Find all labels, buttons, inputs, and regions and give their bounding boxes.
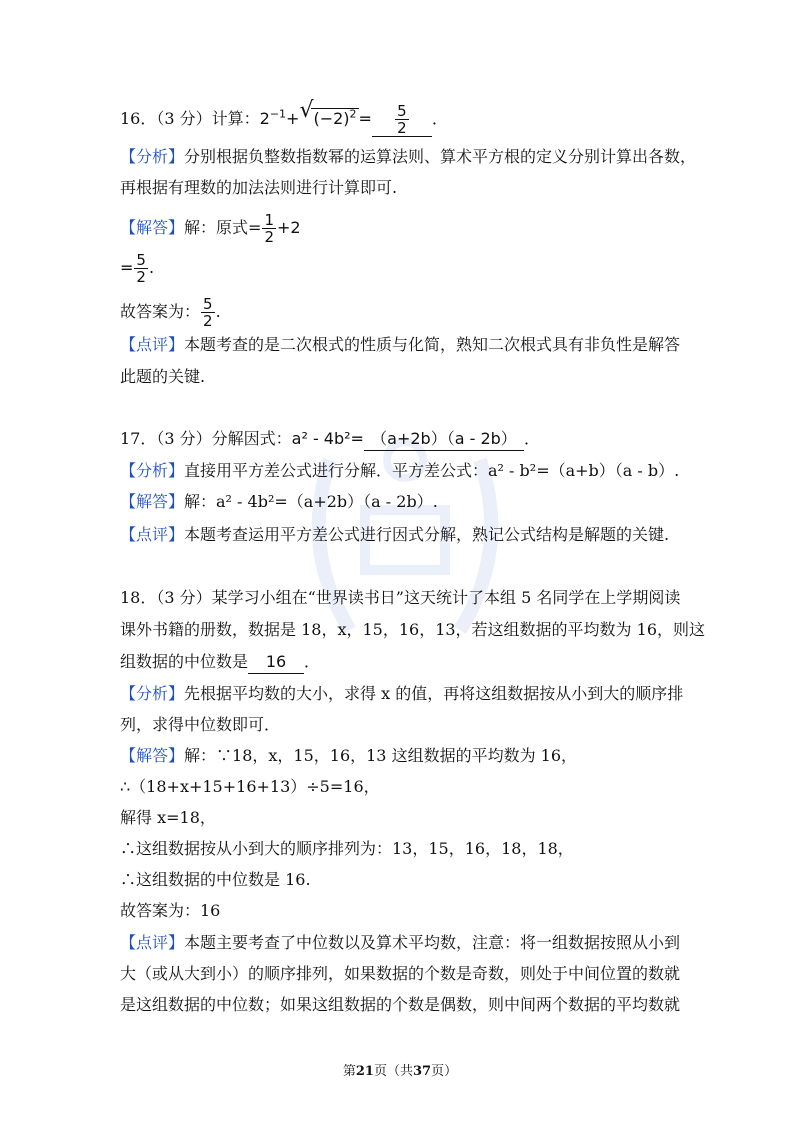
q17-analysis	[120, 460, 679, 482]
q16-base: 2	[259, 109, 270, 128]
q18-answer: 故答案为：16	[120, 901, 221, 920]
q16-plus: +	[286, 109, 300, 128]
q18-line-3	[120, 651, 320, 674]
q16-sqrt: √ $(-2)^2$	[299, 97, 357, 128]
q16-solution-tag: 【解答】	[120, 218, 185, 237]
q16-solution-prefix: 解：原式=	[184, 218, 262, 237]
q18-comment-3: 是这组数据的中位数；如果这组数据的个数是偶数，则中间两个数据的平均数就	[120, 995, 681, 1014]
q18-solution-4: ∴这组数据按从小到大的顺序排列为：13，15，16，18，18，	[120, 839, 574, 858]
q16-sol-suffix: +2	[276, 218, 301, 237]
q16-sol2-den: 2	[136, 268, 146, 286]
q17-number: 17．（3 分）分解因式：	[120, 429, 292, 448]
q16-answer-blank	[372, 103, 432, 137]
q18-solution-tag: 【解答】	[120, 746, 185, 765]
page-footer	[0, 1060, 800, 1079]
footer-suffix: 页）	[431, 1064, 458, 1079]
q16-ans-num: 5	[397, 102, 407, 120]
q18-comment-1	[120, 932, 680, 954]
q16-solution-1	[120, 212, 301, 245]
q18-comment-2: 大（或从大到小）的顺序排列，如果数据的个数是奇数，则处于中间位置的数就	[120, 964, 681, 983]
q18-analysis-text-1: 先根据平均数的大小，求得 x 的值，再将这组数据按从小到大的顺序排	[184, 684, 684, 703]
q17-comment-tag: 【点评】	[120, 525, 185, 544]
q16-question	[120, 97, 448, 137]
footer-middle: 页（共	[373, 1064, 413, 1079]
q18-analysis-tag: 【分析】	[120, 684, 185, 703]
q18-solution-2: ∴（18+x+15+16+13）÷5=16，	[120, 777, 380, 796]
q18-line-3-prefix: 组数据的中位数是	[120, 652, 249, 671]
q16-exp: −1	[269, 107, 287, 121]
q16-sol2-prefix: =	[120, 258, 134, 277]
q17-answer-blank: （a+2b）（a - 2b）	[364, 428, 524, 451]
q18-solution-3: 解得 x=18，	[120, 808, 216, 827]
q16-comment-tag: 【点评】	[120, 335, 185, 354]
q16-sqrt-body: (−2)	[313, 109, 350, 128]
q17-expr: a² - 4b²=	[291, 429, 364, 448]
q16-solution-2	[120, 252, 154, 285]
q17-end: ．	[523, 429, 540, 448]
q16-eq: =	[358, 109, 372, 128]
q18-line-3-suffix: ．	[304, 652, 321, 671]
q16-sol-num: 1	[264, 211, 274, 229]
q16-answer-den: 2	[203, 312, 213, 330]
q18-line-1: 18．（3 分）某学习小组在“世界读书日”这天统计了本组 5 名同学在上学期阅读	[120, 588, 681, 607]
footer-prefix: 第	[342, 1064, 356, 1079]
q16-answer	[120, 296, 221, 329]
q16-sol-den: 2	[264, 228, 274, 246]
q18-analysis-2: 列，求得中位数即可．	[120, 715, 281, 734]
footer-page-number: 21	[355, 1064, 374, 1079]
q16-answer-prefix: 故答案为：	[120, 302, 201, 321]
q16-analysis-2: 再根据有理数的加法法则进行计算即可.	[120, 178, 398, 197]
q18-solution-5: ∴这组数据的中位数是 16.	[120, 870, 311, 889]
q17-solution-tag: 【解答】	[120, 492, 185, 511]
q17-solution	[120, 491, 438, 513]
q16-analysis-tag: 【分析】	[120, 147, 185, 166]
q17-question	[120, 428, 540, 451]
q18-solution-text-1: 解：∵18，x，15，16，13 这组数据的平均数为 16，	[184, 746, 578, 765]
q16-sol2-suffix: .	[148, 258, 155, 277]
q17-comment	[120, 524, 669, 546]
q16-comment-1	[120, 334, 680, 356]
q18-solution-1	[120, 745, 577, 767]
q17-analysis-tag: 【分析】	[120, 461, 185, 480]
q18-comment-tag: 【点评】	[120, 933, 185, 952]
q16-sol2-num: 5	[136, 251, 146, 269]
q16-analysis-1	[120, 146, 696, 168]
q18-line-2: 课外书籍的册数，数据是 18，x，15，16，13，若这组数据的平均数为 16，则这	[120, 620, 705, 639]
q17-comment-text: 本题考查运用平方差公式进行因式分解，熟记公式结构是解题的关键.	[184, 525, 670, 544]
q18-comment-text-1: 本题主要考查了中位数以及算术平均数，注意：将一组数据按照从小到	[184, 933, 681, 952]
q17-analysis-text: 直接用平方差公式进行分解．平方差公式：a² - b²=（a+b）（a - b）.	[184, 461, 680, 480]
q16-end: ．	[431, 109, 448, 128]
q16-analysis-text-1: 分别根据负整数指数幂的运算法则、算术平方根的定义分别计算出各数，	[184, 147, 697, 166]
q16-comment-2: 此题的关键.	[120, 367, 206, 386]
q16-answer-num: 5	[203, 295, 213, 313]
q16-comment-text-1: 本题考查的是二次根式的性质与化简，熟知二次根式具有非负性是解答	[184, 335, 681, 354]
q16-sqrt-exp: 2	[349, 107, 357, 121]
q17-solution-text: 解：a² - 4b²=（a+2b）（a - 2b）.	[184, 492, 438, 511]
footer-total-pages: 37	[413, 1064, 432, 1079]
q16-number: 16．（3 分）计算：	[120, 109, 260, 128]
q18-analysis-1	[120, 683, 683, 705]
q16-answer-suffix: .	[215, 302, 221, 321]
q16-ans-den: 2	[397, 119, 407, 137]
q18-answer-blank: 16	[248, 651, 304, 674]
